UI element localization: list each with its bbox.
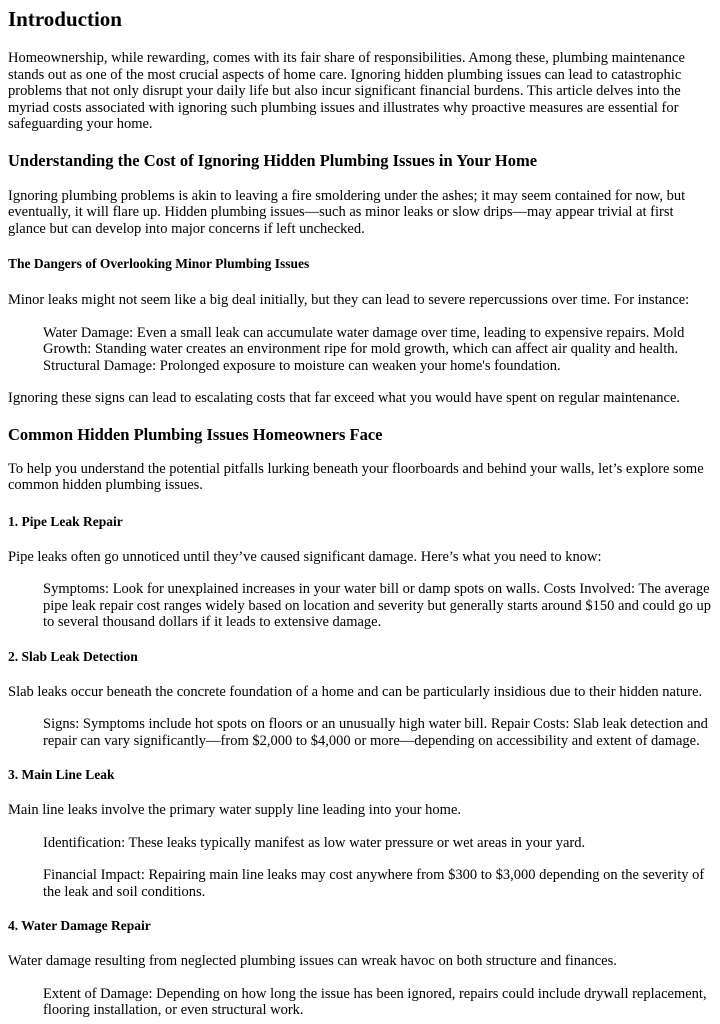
issue-heading-main-line: 3. Main Line Leak xyxy=(8,767,115,782)
common-issues-paragraph: To help you understand the potential pitfalls lurking beneath your floorboards and behind your walls, let’s explore some common hidden plumbing issues. xyxy=(8,460,704,493)
dangers-closing: Ignoring these signs can lead to escalating costs that far exceed what you would have spent on regular maintenance. xyxy=(8,390,681,406)
intro-paragraph: Homeownership, while rewarding, comes with its fair share of responsibilities. Among these, plumbing maintenance stands out as one of the most crucial aspects of home care. Ignoring hidden plumbing issues can lead to catastrophic problems that not only disrupt your daily life but also incur significant financial burdens. This article delves into the myriad costs associated with ignoring such plumbing issues and illustrates why proactive measures are essential for safeguarding your home. xyxy=(8,50,685,132)
section-heading-cost: Understanding the Cost of Ignoring Hidden Plumbing Issues in Your Home xyxy=(8,150,538,170)
issue-heading-slab-leak: 2. Slab Leak Detection xyxy=(8,648,138,664)
page-title: Introduction xyxy=(8,7,122,31)
dangers-paragraph: Minor leaks might not seem like a big deal initially, but they can lead to severe repercussions over time. For instance: xyxy=(8,292,690,308)
issue-heading-pipe-leak: 1. Pipe Leak Repair xyxy=(8,513,123,529)
issue-details-main-line-identification: Identification: These leaks typically manifest as low water pressure or wet areas in your yard. xyxy=(43,834,586,851)
dangers-list: Water Damage: Even a small leak can accumulate water damage over time, leading to expensive repairs. Mold Growth: Standing water creates an environment ripe for mold growth, which can affect air quality and health. Structural Damage: Prolonged exposure to moisture can weaken your home's foundation. xyxy=(43,324,685,374)
issue-paragraph-slab-leak: Slab leaks occur beneath the concrete foundation of a home and can be particularly insidious due to their hidden nature. xyxy=(8,683,703,700)
issue-paragraph-water-damage: Water damage resulting from neglected plumbing issues can wreak havoc on both structure and finances. xyxy=(8,953,617,969)
issue-details-main-line-financial: Financial Impact: Repairing main line leaks may cost anywhere from $300 to $3,000 depending on the severity of the leak and soil conditions. xyxy=(43,867,705,900)
subheading-dangers: The Dangers of Overlooking Minor Plumbing Issues xyxy=(8,256,310,271)
issue-details-water-damage: Extent of Damage: Depending on how long the issue has been ignored, repairs could include drywall replacement, flooring installation, or even structural work. xyxy=(43,985,707,1018)
issue-paragraph-pipe-leak: Pipe leaks often go unnoticed until they’ve caused significant damage. Here’s what you need to know: xyxy=(8,548,602,565)
issue-details-pipe-leak: Symptoms: Look for unexplained increases in your water bill or damp spots on walls. Costs Involved: The average pipe leak repair cost ranges widely based on location and severity but generally starts around $150 and could go up to several thousand dollars if it leads to extensive damage. xyxy=(43,581,712,630)
article xyxy=(0,7,720,1019)
issue-details-slab-leak: Signs: Symptoms include hot spots on floors or an unusually high water bill. Repair Costs: Slab leak detection and repair can vary significantly—from $2,000 to $4,000 or more—depending on accessibility and extent of damage. xyxy=(43,716,708,749)
issue-heading-water-damage: 4. Water Damage Repair xyxy=(8,918,151,933)
section-heading-common-issues: Common Hidden Plumbing Issues Homeowners Face xyxy=(8,424,383,444)
issue-paragraph-main-line: Main line leaks involve the primary water supply line leading into your home. xyxy=(8,802,462,818)
section-cost-paragraph: Ignoring plumbing problems is akin to leaving a fire smoldering under the ashes; it may seem contained for now, but eventually, it will flare up. Hidden plumbing issues—such as minor leaks or slow drips—may appear trivial at first glance but can develop into major concerns if left unchecked. xyxy=(8,187,686,237)
